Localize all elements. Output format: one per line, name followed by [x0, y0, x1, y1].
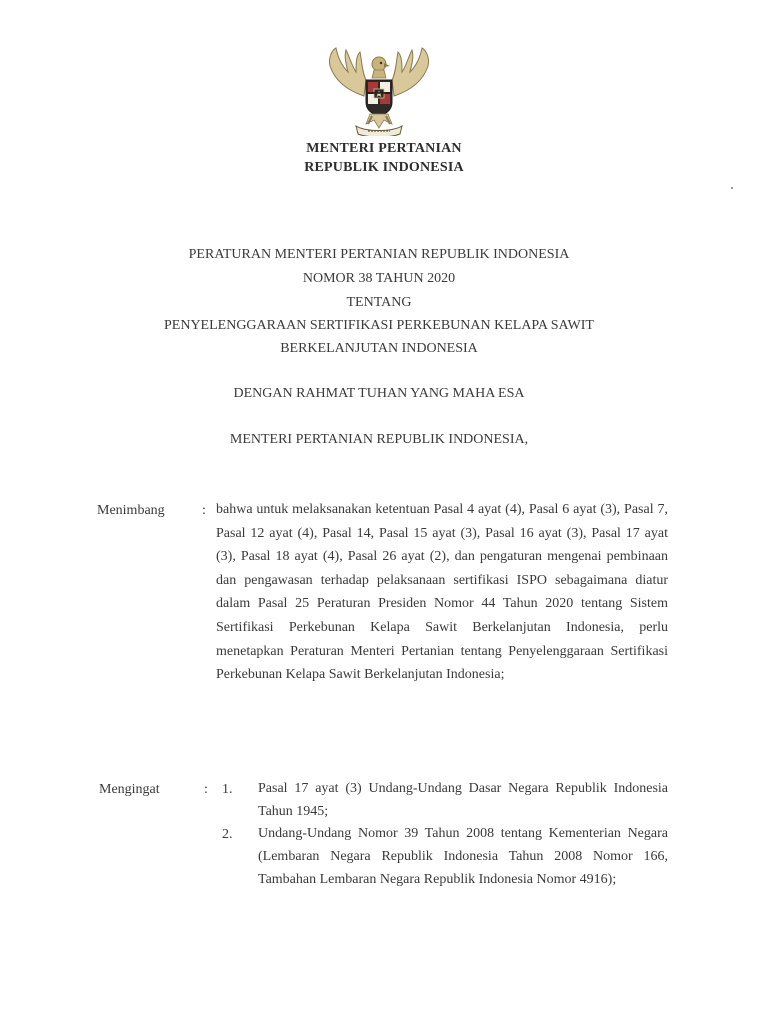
regulation-title: PERATURAN MENTERI PERTANIAN REPUBLIK INDONESIA	[188, 247, 570, 262]
menimbang-colon: :	[202, 503, 206, 518]
regulation-subject-line1: PENYELENGGARAAN SERTIFIKASI PERKEBUNAN KELAPA SAWIT	[164, 318, 594, 333]
invocation: DENGAN RAHMAT TUHAN YANG MAHA ESA	[233, 386, 525, 401]
agency-title-line1: MENTERI PERTANIAN	[306, 141, 462, 156]
mengingat-label: Mengingat	[99, 782, 160, 797]
menimbang-text: bahwa untuk melaksanakan ketentuan Pasal 4 ayat (4), Pasal 6 ayat (3), Pasal 7, Pasal 12 ayat (4), Pasal 14, Pasal 15 ayat (3), Pasal 16 ayat (3), Pasal 17 ayat (3), Pasal 18 ayat (4), Pasal 26 ayat (2), dan pengaturan mengenai pembinaan dan pengawasan terhadap pelaksanaan sertifikasi ISPO sebagaimana diatur dalam Pasal 25 Peraturan Presiden Nomor 44 Tahun 2020 tentang Sistem Sertifikasi Perkebunan Kelapa Sawit Berkelanjutan Indonesia, perlu menetapkan Peraturan Menteri Pertanian tentang Penyelenggaraan Sertifikasi Perkebunan Kelapa Sawit Berkelanjutan Indonesia;	[216, 502, 668, 683]
agency-title-line2: REPUBLIK INDONESIA	[304, 160, 464, 175]
scan-speck	[731, 187, 733, 189]
mengingat-item-text: Undang-Undang Nomor 39 Tahun 2008 tentang Kementerian Negara (Lembaran Negara Republik Indonesia Tahun 2008 Nomor 166, Tambahan Lembaran Negara Republik Indonesia Nomor 4916);	[258, 826, 668, 888]
mengingat-item-text: Pasal 17 ayat (3) Undang-Undang Dasar Negara Republik Indonesia Tahun 1945;	[258, 781, 668, 820]
mengingat-colon: :	[204, 782, 208, 797]
issuer: MENTERI PERTANIAN REPUBLIK INDONESIA,	[229, 432, 529, 447]
menimbang-label: Menimbang	[97, 503, 165, 518]
regulation-about: TENTANG	[346, 295, 412, 310]
garuda-emblem-icon	[322, 44, 436, 136]
mengingat-item-number: 2.	[222, 827, 233, 842]
regulation-number: NOMOR 38 TAHUN 2020	[302, 271, 456, 286]
mengingat-item-number: 1.	[222, 782, 233, 797]
regulation-subject-line2: BERKELANJUTAN INDONESIA	[280, 341, 478, 356]
